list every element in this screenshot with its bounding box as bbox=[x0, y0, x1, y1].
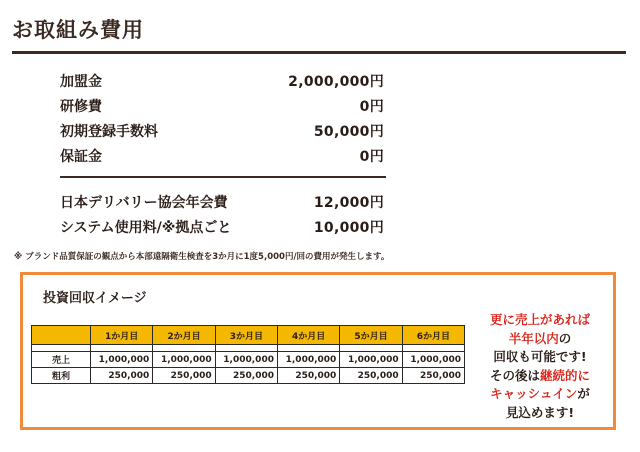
roi-cell: 1,000,000 bbox=[340, 352, 402, 368]
inspection-note: ※ ブランド品質保証の観点から本部遠隔衛生検査を3か月に1度5,000円/回の費用が発生します。 bbox=[14, 252, 390, 262]
fee-row-system bbox=[60, 214, 384, 239]
roi-col-header: 4か月目 bbox=[277, 326, 339, 345]
roi-cell: 1,000,000 bbox=[215, 352, 277, 368]
fee-row-training bbox=[60, 93, 384, 118]
roi-spacer-row bbox=[32, 345, 465, 352]
roi-cell: 250,000 bbox=[402, 368, 464, 384]
roi-title: 投資回収イメージ bbox=[43, 291, 147, 306]
roi-col-header: 3か月目 bbox=[215, 326, 277, 345]
initial-fee-list bbox=[60, 68, 384, 168]
fee-row-annual bbox=[60, 189, 384, 214]
roi-table bbox=[31, 325, 465, 384]
fee-value: 2,000,000円 bbox=[288, 73, 384, 90]
fee-label: システム使用料/※拠点ごと bbox=[60, 219, 232, 236]
promo-text: の bbox=[558, 330, 572, 346]
fee-row-registration bbox=[60, 118, 384, 143]
page-title: お取組み費用 bbox=[12, 18, 144, 42]
fee-divider bbox=[60, 176, 386, 178]
roi-row-label: 売上 bbox=[32, 352, 91, 368]
fee-label: 保証金 bbox=[60, 148, 102, 165]
roi-row-gross-profit bbox=[32, 368, 465, 384]
roi-col-header: 5か月目 bbox=[340, 326, 402, 345]
roi-col-header: 2か月目 bbox=[153, 326, 215, 345]
fee-value: 0円 bbox=[359, 148, 384, 165]
roi-col-header: 6か月目 bbox=[402, 326, 464, 345]
fee-row-franchise bbox=[60, 68, 384, 93]
roi-cell: 1,000,000 bbox=[91, 352, 153, 368]
fee-label: 日本デリバリー協会年会費 bbox=[60, 194, 228, 211]
roi-header-row bbox=[32, 326, 465, 345]
fee-row-deposit bbox=[60, 143, 384, 168]
promo-emphasis: 半年以内 bbox=[508, 330, 559, 346]
promo-emphasis: キャッシュイン bbox=[490, 386, 578, 401]
roi-cell: 250,000 bbox=[91, 368, 153, 384]
roi-cell: 1,000,000 bbox=[277, 352, 339, 368]
fee-value: 10,000円 bbox=[313, 219, 384, 236]
roi-cell: 250,000 bbox=[215, 368, 277, 384]
promo-text: その後は bbox=[489, 367, 540, 383]
promo-line: 更に売上があれば bbox=[489, 312, 590, 327]
roi-row-sales bbox=[32, 352, 465, 368]
roi-header-corner bbox=[32, 326, 91, 345]
promo-line: 見込めます! bbox=[505, 404, 575, 420]
roi-cell: 250,000 bbox=[277, 368, 339, 384]
roi-promo-text bbox=[465, 311, 615, 422]
fee-value: 12,000円 bbox=[313, 194, 384, 211]
running-fee-list bbox=[60, 189, 384, 239]
roi-row-label: 粗利 bbox=[32, 368, 91, 384]
title-divider bbox=[12, 51, 626, 54]
fee-label: 加盟金 bbox=[60, 73, 102, 90]
fee-value: 0円 bbox=[359, 98, 384, 115]
fee-label: 研修費 bbox=[60, 98, 102, 115]
roi-cell: 250,000 bbox=[340, 368, 402, 384]
promo-line bbox=[465, 330, 615, 349]
roi-cell: 1,000,000 bbox=[153, 352, 215, 368]
promo-line bbox=[465, 385, 615, 404]
fee-label: 初期登録手数料 bbox=[60, 123, 158, 140]
roi-col-header: 1か月目 bbox=[91, 326, 153, 345]
promo-line: 回収も可能です! bbox=[493, 349, 587, 364]
roi-panel bbox=[20, 272, 616, 430]
promo-line bbox=[465, 367, 615, 386]
promo-emphasis: 継続的に bbox=[540, 367, 591, 383]
roi-cell: 1,000,000 bbox=[402, 352, 464, 368]
fee-value: 50,000円 bbox=[313, 123, 384, 140]
promo-text: が bbox=[577, 386, 590, 401]
roi-cell: 250,000 bbox=[153, 368, 215, 384]
